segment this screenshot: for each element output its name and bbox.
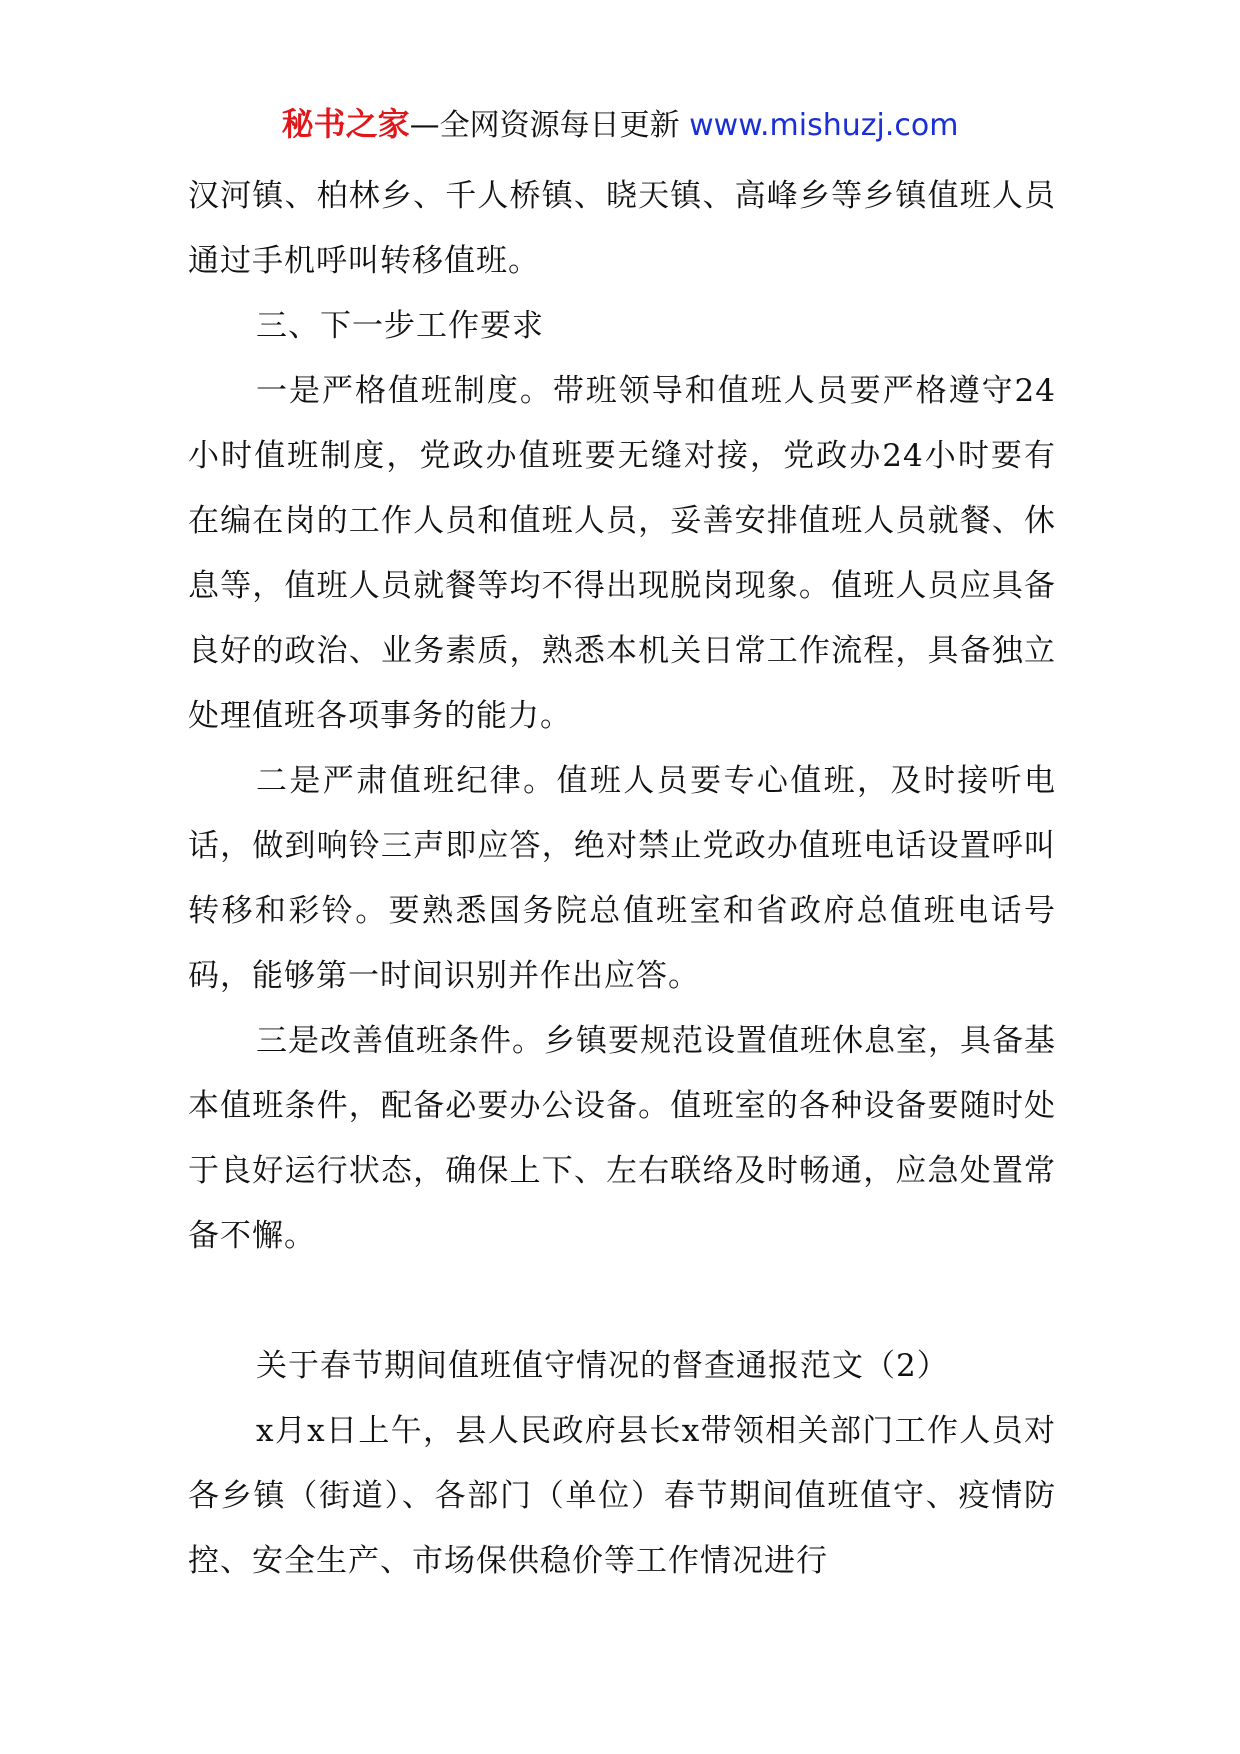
brand-name: 秘书之家 xyxy=(281,105,410,143)
page-header xyxy=(0,98,1240,152)
document-body xyxy=(188,164,1056,1594)
section-heading: 三、下一步工作要求 xyxy=(256,308,544,344)
paragraph-continuation: 汉河镇、柏林乡、千人桥镇、晓天镇、高峰乡等乡镇值班人员通过手机呼叫转移值班。 xyxy=(188,178,1056,279)
header-tagline: —全网资源每日更新 xyxy=(409,108,680,143)
paragraph-duty-conditions: 三是改善值班条件。乡镇要规范设置值班休息室，具备基本值班条件，配备必要办公设备。值班室的各种设备要随时处于良好运行状态，确保上下、左右联络及时畅通，应急处置常备不懈。 xyxy=(188,1023,1056,1254)
paragraph-duty-system: 一是严格值班制度。带班领导和值班人员要严格遵守24小时值班制度，党政办值班要无缝对接，党政办24小时要有在编在岗的工作人员和值班人员，妥善安排值班人员就餐、休息等，值班人员就餐等均不得出现脱岗现象。值班人员应具备良好的政治、业务素质，熟悉本机关日常工作流程，具备独立处理值班各项事务的能力。 xyxy=(188,373,1056,734)
article-title: 关于春节期间值班值守情况的督查通报范文（2） xyxy=(256,1348,949,1384)
paragraph-duty-discipline: 二是严肃值班纪律。值班人员要专心值班，及时接听电话，做到响铃三声即应答，绝对禁止党政办值班电话设置呼叫转移和彩铃。要熟悉国务院总值班室和省政府总值班电话号码，能够第一时间识别并作出应答。 xyxy=(188,763,1056,994)
paragraph-inspection: x月x日上午，县人民政府县长x带领相关部门工作人员对各乡镇（街道）、各部门（单位）春节期间值班值守、疫情防控、安全生产、市场保供稳价等工作情况进行 xyxy=(188,1413,1056,1579)
website-link[interactable]: www.mishuzj.com xyxy=(689,108,959,143)
